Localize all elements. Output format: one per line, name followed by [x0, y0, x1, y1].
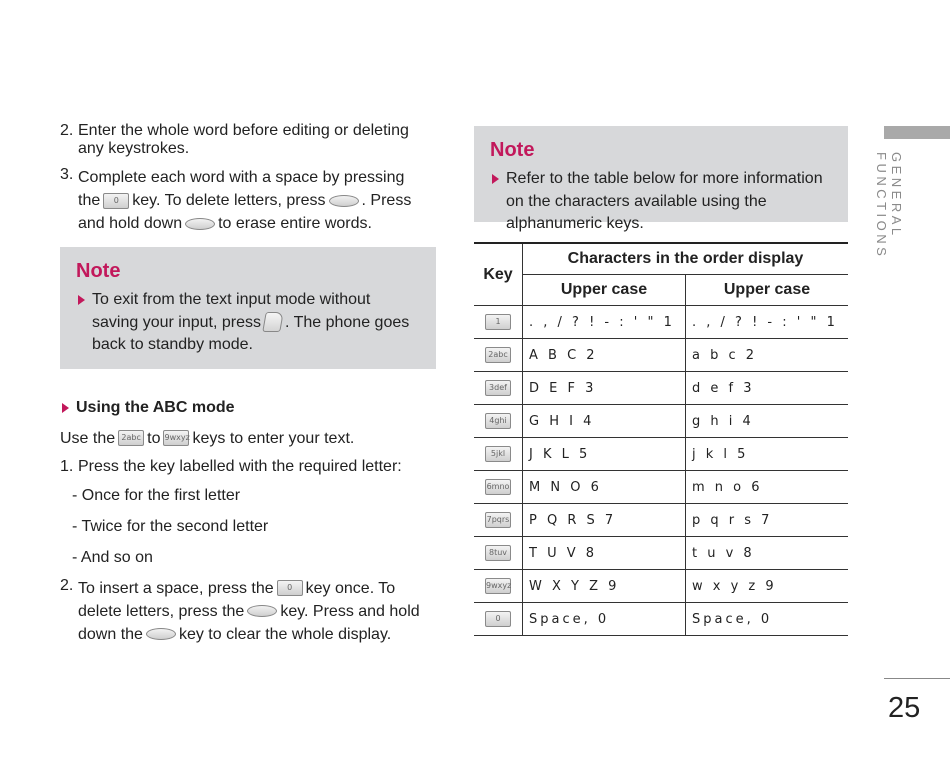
clear-key-icon — [146, 628, 176, 640]
right-column — [474, 126, 848, 636]
dash-item: - Twice for the second letter — [72, 517, 269, 535]
item-number: 1. — [60, 457, 74, 475]
keypad-key-icon: 8tuv — [485, 545, 511, 561]
text-line — [78, 212, 436, 235]
clear-key-icon — [185, 218, 215, 230]
table-row — [474, 306, 848, 339]
lower-case-cell: j k l 5 — [686, 438, 849, 471]
text-fragment: saving your input, press — [92, 313, 261, 331]
table-row — [474, 570, 848, 603]
text-fragment: back to standby mode. — [92, 336, 253, 353]
item-number: 2. — [60, 122, 74, 139]
text-fragment: . Press — [361, 192, 412, 209]
key-cell — [474, 405, 523, 438]
upper-case-cell: G H I 4 — [523, 405, 686, 438]
upper-case-cell: D E F 3 — [523, 372, 686, 405]
note-title: Note — [490, 139, 535, 161]
zero-key-icon: 0 — [277, 580, 303, 596]
table-row — [474, 603, 848, 636]
table-row — [474, 471, 848, 504]
keypad-key-icon: 4ghi — [485, 413, 511, 429]
key-cell — [474, 438, 523, 471]
paragraph — [60, 427, 436, 450]
text-line — [78, 189, 436, 212]
lower-case-cell: Space, 0 — [686, 603, 849, 636]
bullet-triangle-icon — [492, 174, 499, 184]
upper-case-cell: W X Y Z 9 — [523, 570, 686, 603]
section-title: Using the ABC mode — [76, 398, 235, 416]
table-header-col: Upper case — [523, 275, 686, 306]
list-item — [60, 122, 436, 158]
text-fragment: to erase entire words. — [218, 215, 372, 232]
keypad-key-icon: 6mno — [485, 479, 511, 495]
text-fragment: delete letters, press the — [78, 602, 245, 620]
keypad-key-icon: 3def — [485, 380, 511, 396]
text-fragment: the — [78, 192, 101, 209]
text-fragment: key. Press and hold — [280, 602, 420, 620]
note-box — [60, 247, 436, 369]
item-text-block — [78, 166, 436, 235]
section-heading — [60, 397, 436, 419]
table-row — [474, 372, 848, 405]
text-line — [78, 577, 436, 600]
key-cell — [474, 537, 523, 570]
text-line: Complete each word with a space by pressing — [78, 169, 405, 186]
note-text: Refer to the table below for more information on the characters available using the alphanumeric keys. — [506, 170, 823, 232]
list-item — [60, 577, 436, 646]
key-cell — [474, 339, 523, 372]
item-number: 3. — [60, 166, 74, 183]
key-cell — [474, 372, 523, 405]
upper-case-cell: A B C 2 — [523, 339, 686, 372]
upper-case-cell: . , / ? ! - : ' " 1 — [523, 306, 686, 339]
upper-case-cell: P Q R S 7 — [523, 504, 686, 537]
end-key-icon — [262, 312, 284, 332]
note-item — [76, 289, 420, 357]
lower-case-cell: m n o 6 — [686, 471, 849, 504]
keypad-key-icon: 9wxyz — [485, 578, 511, 594]
text-fragment: . The phone goes — [284, 313, 410, 331]
text-fragment: key. To delete letters, press — [132, 192, 326, 209]
item-text-block — [78, 577, 436, 646]
text-line — [78, 623, 436, 646]
upper-case-cell: J K L 5 — [523, 438, 686, 471]
left-column — [60, 122, 436, 654]
upper-case-cell: M N O 6 — [523, 471, 686, 504]
table-row — [474, 339, 848, 372]
table-header-key: Key — [474, 243, 523, 306]
keypad-key-icon: 0 — [485, 611, 511, 627]
text-fragment: To insert a space, press the — [78, 579, 274, 597]
text-fragment: and hold down — [78, 215, 183, 232]
lower-case-cell: . , / ? ! - : ' " 1 — [686, 306, 849, 339]
note-title: Note — [76, 260, 121, 282]
lower-case-cell: g h i 4 — [686, 405, 849, 438]
character-table — [474, 242, 848, 636]
list-item — [60, 166, 436, 235]
lower-case-cell: w x y z 9 — [686, 570, 849, 603]
page-rule — [884, 678, 950, 679]
table-header-col: Upper case — [686, 275, 849, 306]
two-key-icon: 2abc — [118, 430, 144, 446]
item-text: Enter the whole word before editing or deleting any keystrokes. — [78, 122, 409, 157]
nine-key-icon: 9wxyz — [163, 430, 189, 446]
chapter-label: GENERAL FUNCTIONS — [874, 152, 904, 260]
key-cell — [474, 603, 523, 636]
keypad-key-icon: 1 — [485, 314, 511, 330]
bullet-triangle-icon — [62, 403, 69, 413]
text-fragment: keys to enter your text. — [192, 429, 355, 447]
text-fragment: key once. To — [305, 579, 396, 597]
zero-key-icon: 0 — [103, 193, 129, 209]
keypad-key-icon: 2abc — [485, 347, 511, 363]
item-text: Press the key labelled with the required letter: — [78, 457, 402, 475]
table-row — [474, 438, 848, 471]
page-number: 25 — [888, 692, 921, 724]
chapter-tab — [884, 126, 950, 139]
item-number: 2. — [60, 576, 74, 594]
lower-case-cell: t u v 8 — [686, 537, 849, 570]
upper-case-cell: Space, 0 — [523, 603, 686, 636]
keypad-key-icon: 7pqrs — [485, 512, 511, 528]
table-row — [474, 504, 848, 537]
table-row — [474, 405, 848, 438]
keypad-key-icon: 5jkl — [485, 446, 511, 462]
lower-case-cell: p q r s 7 — [686, 504, 849, 537]
key-cell — [474, 471, 523, 504]
key-cell — [474, 504, 523, 537]
lower-case-cell: d e f 3 — [686, 372, 849, 405]
bullet-triangle-icon — [78, 295, 85, 305]
note-item — [490, 168, 832, 236]
clear-key-icon — [329, 195, 359, 207]
note-text — [92, 289, 409, 357]
text-fragment: to — [147, 429, 161, 447]
text-fragment: To exit from the text input mode without — [92, 291, 371, 308]
list-item — [60, 458, 436, 476]
note-box — [474, 126, 848, 232]
text-fragment: key to clear the whole display. — [178, 625, 392, 643]
dash-item: - Once for the first letter — [72, 486, 241, 504]
clear-key-icon — [247, 605, 277, 617]
table-header-group: Characters in the order display — [523, 243, 849, 275]
text-line — [78, 600, 436, 623]
dash-item: - And so on — [72, 548, 153, 566]
text-fragment: down the — [78, 625, 143, 643]
key-cell — [474, 570, 523, 603]
upper-case-cell: T U V 8 — [523, 537, 686, 570]
table-row — [474, 537, 848, 570]
lower-case-cell: a b c 2 — [686, 339, 849, 372]
text-fragment: Use the — [60, 429, 116, 447]
key-cell — [474, 306, 523, 339]
